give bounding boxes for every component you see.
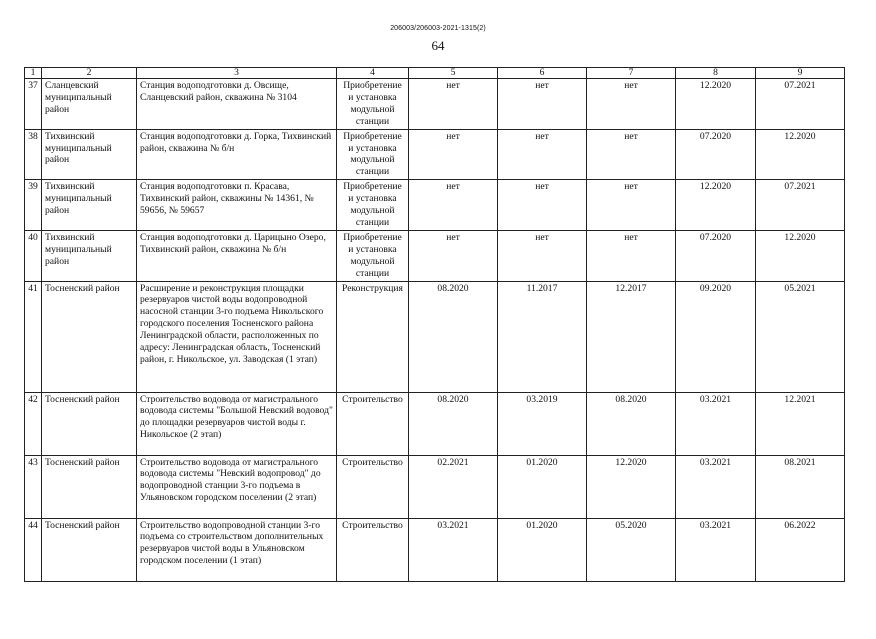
header-cell: 3 [137,68,337,79]
row-number: 38 [25,129,42,180]
header-cell: 1 [25,68,42,79]
object-cell: Расширение и реконструкция площадки резервуаров чистой воды водопроводной насосной станции 3-го подъема Никольского городского поселения Тосненского района Ленинградской области, расположенных по адресу: Ленинградская область, Тосненский район, г. Никольское, ул. Заводская (1 этап) [137,281,337,392]
district-cell: Тихвинский муниципальный район [42,180,137,231]
col8-cell: 12.2020 [676,79,756,130]
object-cell: Станция водоподготовки д. Царицыно Озеро, Тихвинский район, скважина № б/н [137,230,337,281]
header-cell: 9 [756,68,845,79]
col9-cell: 07.2021 [756,180,845,231]
col9-cell: 12.2020 [756,230,845,281]
col8-cell: 03.2021 [676,392,756,455]
table-row [25,180,845,231]
col8-cell: 03.2021 [676,518,756,581]
col9-cell: 12.2020 [756,129,845,180]
table-row [25,79,845,130]
work-type-cell: Реконструкция [337,281,409,392]
work-type-cell: Приобретение и установка модульной станции [337,230,409,281]
work-type-cell: Строительство [337,518,409,581]
col9-cell: 08.2021 [756,455,845,518]
row-number: 39 [25,180,42,231]
col5-cell: нет [409,230,498,281]
header-cell: 7 [587,68,676,79]
object-cell: Станция водоподготовки д. Горка, Тихвинский район, скважина № б/н [137,129,337,180]
work-type-cell: Строительство [337,392,409,455]
district-cell: Тосненский район [42,392,137,455]
table-row [25,518,845,581]
row-number: 43 [25,455,42,518]
header-cell: 5 [409,68,498,79]
work-type-cell: Приобретение и установка модульной станции [337,129,409,180]
col5-cell: 02.2021 [409,455,498,518]
district-cell: Тихвинский муниципальный район [42,129,137,180]
col9-cell: 06.2022 [756,518,845,581]
district-cell: Сланцевский муниципальный район [42,79,137,130]
header-cell: 6 [498,68,587,79]
col9-cell: 12.2021 [756,392,845,455]
col5-cell: 08.2020 [409,392,498,455]
col7-cell: 08.2020 [587,392,676,455]
col7-cell: нет [587,180,676,231]
object-cell: Строительство водопроводной станции 3-го подъема со строительством дополнительных резервуаров чистой воды в Ульяновском городском поселении (1 этап) [137,518,337,581]
table-row [25,281,845,392]
table-row [25,455,845,518]
table-row [25,392,845,455]
header-cell: 2 [42,68,137,79]
col6-cell: нет [498,230,587,281]
col7-cell: нет [587,79,676,130]
district-cell: Тосненский район [42,281,137,392]
col9-cell: 07.2021 [756,79,845,130]
col7-cell: нет [587,129,676,180]
col6-cell: 01.2020 [498,455,587,518]
row-number: 41 [25,281,42,392]
col7-cell: 12.2020 [587,455,676,518]
row-number: 37 [25,79,42,130]
col6-cell: нет [498,79,587,130]
district-cell: Тосненский район [42,518,137,581]
row-number: 40 [25,230,42,281]
object-cell: Станция водоподготовки п. Красава, Тихвинский район, скважины № 14361, № 59656, № 59657 [137,180,337,231]
col6-cell: 01.2020 [498,518,587,581]
col5-cell: нет [409,79,498,130]
col8-cell: 07.2020 [676,129,756,180]
col5-cell: 08.2020 [409,281,498,392]
col7-cell: 12.2017 [587,281,676,392]
work-type-cell: Строительство [337,455,409,518]
header-cell: 4 [337,68,409,79]
works-table [24,67,845,582]
col5-cell: нет [409,180,498,231]
table-row [25,129,845,180]
col6-cell: нет [498,129,587,180]
col8-cell: 09.2020 [676,281,756,392]
col6-cell: 11.2017 [498,281,587,392]
col8-cell: 07.2020 [676,230,756,281]
district-cell: Тосненский район [42,455,137,518]
col7-cell: нет [587,230,676,281]
table-row [25,230,845,281]
row-number: 42 [25,392,42,455]
work-type-cell: Приобретение и установка модульной станции [337,180,409,231]
row-number: 44 [25,518,42,581]
col6-cell: 03.2019 [498,392,587,455]
col9-cell: 05.2021 [756,281,845,392]
col5-cell: 03.2021 [409,518,498,581]
col8-cell: 12.2020 [676,180,756,231]
district-cell: Тихвинский муниципальный район [42,230,137,281]
col8-cell: 03.2021 [676,455,756,518]
col7-cell: 05.2020 [587,518,676,581]
page-number: 64 [431,38,445,53]
document-id: 206003/206003-2021-1315(2) [390,25,486,32]
header-row [25,68,845,79]
object-cell: Станция водоподготовки д. Овсище, Сланцевский район, скважина № 3104 [137,79,337,130]
header-cell: 8 [676,68,756,79]
object-cell: Строительство водовода от магистрального водовода системы "Невский водопровод" до водопроводной станции 3-го подъема в Ульяновском городском поселении (2 этап) [137,455,337,518]
object-cell: Строительство водовода от магистрального водовода системы "Большой Невский водовод" до площадки резервуаров чистой воды г. Никольское (2 этап) [137,392,337,455]
col5-cell: нет [409,129,498,180]
col6-cell: нет [498,180,587,231]
work-type-cell: Приобретение и установка модульной станции [337,79,409,130]
